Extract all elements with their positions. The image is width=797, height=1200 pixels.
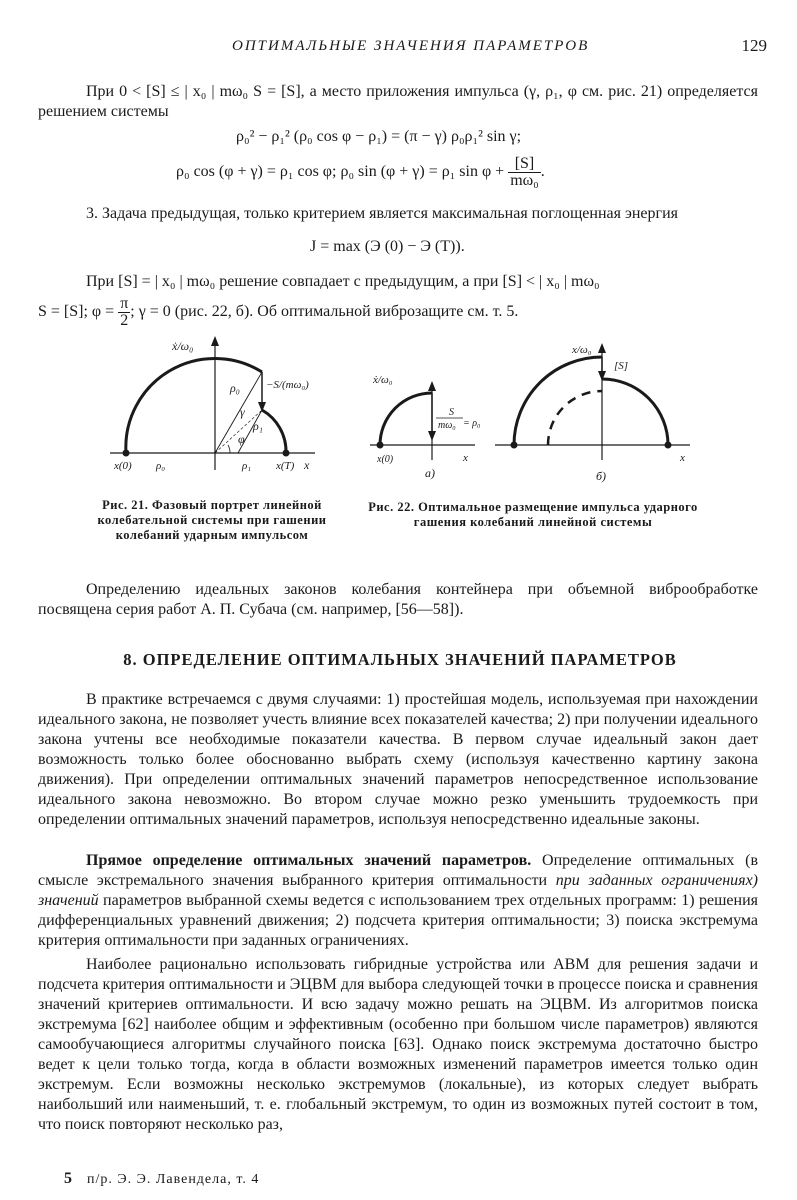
- pi-half-fraction: [118, 296, 130, 329]
- body-paragraph-2: [38, 851, 758, 951]
- task3-text2: При [S] = | x₀ | mω₀ решение совпадает с предыдущим, а при [S] < | x₀ | mω₀: [86, 273, 600, 290]
- fig22b-arc-left: [514, 357, 602, 445]
- fig22a-y-arrow: [428, 381, 436, 391]
- footer-signature: 5: [64, 1170, 73, 1187]
- body-paragraph-2-b: параметров выбранной схемы ведется с использованием трех отдельных программ: 1) решения дифференциальных уравнений движения; 2) подсчета критерия оптимальности; 3) поиска экстремума критерия оптимальности при заданных ограничениях.: [38, 892, 758, 949]
- fig21-angle-phi: [228, 445, 230, 453]
- footer-text: п/р. Э. Э. Лавендела, т. 4: [87, 1172, 260, 1187]
- task3-text: 3. Задача предыдущая, только критерием является максимальная поглощенная энергия: [86, 205, 678, 222]
- fig22a-impulse-arrow: [428, 431, 436, 441]
- fig21-label-phi: φ: [238, 432, 245, 446]
- intro-text: При 0 < [S] ≤ | x₀ | mω₀ S = [S], а место приложения импульса (γ, ρ₁, φ см. рис. 21) определяется решением системы: [38, 83, 758, 120]
- task3-text3: [38, 296, 518, 329]
- equation-2-fraction: [508, 156, 541, 189]
- body-paragraph-3: Наиболее рационально использовать гибридные устройства или АВМ для решения задачи и подсчета критерия оптимальности и ЭЦВМ для выбора следующей точки в процессе поиска и сравнения значений критериев оптимальности. И всю задачу можно решать на ЭЦВМ. Из алгоритмов поиска экстремума [62] наиболее общим и эффективным (особенно при большом числе параметров) являются самообучающиеся алгоритмы случайного поиска [63]. Однако поиск экстремума достаточно быстро ведет к цели только тогда, когда в области возможных изменений параметров имеется только один экстремум. Если возможны несколько экстремумов (локальные), из которых следует выбрать наибольший или наименьший, т. е. глобальный экстремум, то один из возможных путей состоит в том, что поиск повторяют несколько раз,: [38, 956, 758, 1133]
- fig21-label-x0: x(0): [114, 460, 132, 472]
- fig22b-label-impulse: [S]: [614, 360, 629, 372]
- fig22a-label-mw0: mω₀: [438, 420, 456, 431]
- figure-22-caption: Рис. 22. Оптимальное размещение импульса ударного гашения колебаний линейной системы: [368, 500, 698, 529]
- running-head: ОПТИМАЛЬНЫЕ ЗНАЧЕНИЯ ПАРАМЕТРОВ: [232, 38, 590, 54]
- equation-2: [176, 156, 545, 189]
- fig22a-label-s: S: [449, 407, 454, 418]
- fig22b-label-xaxis: x: [680, 452, 685, 464]
- equation-2-left: ρ₀ cos (φ + γ) = ρ₁ cos φ; ρ₀ sin (φ + γ) = ρ₁ sin φ +: [176, 163, 505, 181]
- body-paragraph-2-bold: Прямое определение оптимальных значений параметров.: [86, 852, 532, 869]
- fig22b-arc-right: [602, 379, 668, 445]
- section-heading: 8. ОПРЕДЕЛЕНИЕ ОПТИМАЛЬНЫХ ЗНАЧЕНИЙ ПАРАМЕТРОВ: [123, 650, 677, 669]
- fig21-arc-rho1: [262, 410, 286, 453]
- pi-numerator: π: [120, 295, 129, 312]
- fig22a-label-x0: x(0): [377, 454, 394, 465]
- fig22b-tag: б): [596, 469, 607, 483]
- para-subach: Определению идеальных законов колебания контейнера при объемной виброобработке посвящена серия работ А. П. Субача (см. например, [56—58]).: [38, 581, 758, 618]
- fig21-point-x0: [123, 450, 130, 457]
- body-paragraph-1: В практике встречаемся с двумя случаями: 1) простейшая модель, используемая при нахождении идеального закона, не позволяет учесть влияние всех показателей качества; 2) при получении идеального закона учтены все необходимые показатели качества. В первом случае идеальный закон дает возможность только более обоснованно выбрать схему (используя качественно картину закона движения). При определении оптимальных значений параметров непосредственное использование идеального закона невозможно. Во втором случае можно резко уменьшить трудоемкость при определении оптимальных значений параметров, используя непосредственно идеальные законы.: [38, 691, 758, 828]
- fig22b-y-arrow: [598, 343, 606, 353]
- body-paragraph-2-a: Определение оптимальных (в смысле экстремального значения выбранного критерия оптимальности: [38, 852, 758, 889]
- fig21-label-rho0-axis: ρ₀: [156, 460, 166, 472]
- fig22b-point-start: [511, 442, 518, 449]
- fig21-label-rho1-axis: ρ₁: [242, 460, 252, 472]
- figure-22b: [490, 335, 705, 500]
- fig21-label-yaxis: ẋ/ω₀: [172, 339, 194, 353]
- task3-equation: J = max (Э (0) − Э (T)).: [310, 238, 465, 255]
- fig21-label-rho0-arc: ρ₀: [230, 381, 240, 395]
- fig22a-label-xaxis: x: [463, 452, 468, 464]
- fig22b-point-end: [665, 442, 672, 449]
- fig21-label-xT: x(T): [276, 460, 295, 472]
- figure-21-caption: Рис. 21. Фазовый портрет линейной колебательной системы при гашении колебаний ударным импульсом: [97, 498, 327, 542]
- fig21-label-gamma: γ: [240, 405, 245, 419]
- page-number: 129: [741, 36, 767, 55]
- figure-21: [100, 330, 330, 480]
- body-paragraph-2-italic: при заданных ограничениях) значений: [38, 872, 758, 909]
- equation-1: ρ₀² − ρ₁² (ρ₀ cos φ − ρ₁) = (π − γ) ρ₀ρ₁² sin γ;: [236, 128, 522, 145]
- task3-text3-end: ; γ = 0 (рис. 22, б). Об оптимальной виброзащите см. т. 5.: [130, 303, 519, 321]
- fig21-label-xaxis: x: [304, 458, 310, 472]
- fig21-label-impulse: −S/(mω₀): [266, 379, 309, 391]
- figure-22a: [365, 365, 485, 495]
- pi-denominator: 2: [120, 312, 129, 329]
- fig22a-arc: [380, 393, 432, 445]
- footer: [64, 1170, 259, 1188]
- fig22a-point-x0: [377, 442, 384, 449]
- fig22a-tag: a): [425, 466, 435, 480]
- fig22b-arc-dashed: [548, 391, 602, 445]
- equation-2-end: .: [540, 163, 545, 181]
- fig21-y-arrow: [211, 336, 219, 346]
- task3-text3-start: S = [S]; φ =: [38, 303, 115, 321]
- fig21-label-rho1: ρ₁: [253, 419, 263, 433]
- eq2-denominator: mω₀: [510, 172, 539, 189]
- fig22a-label-yaxis: ẋ/ω₀: [373, 374, 393, 386]
- fig21-point-xT: [283, 450, 290, 457]
- eq2-numerator: [S]: [508, 156, 541, 173]
- fig22a-label-rho0: = ρ₀: [463, 418, 481, 429]
- fig22b-label-yaxis: x/ω₀: [572, 344, 592, 356]
